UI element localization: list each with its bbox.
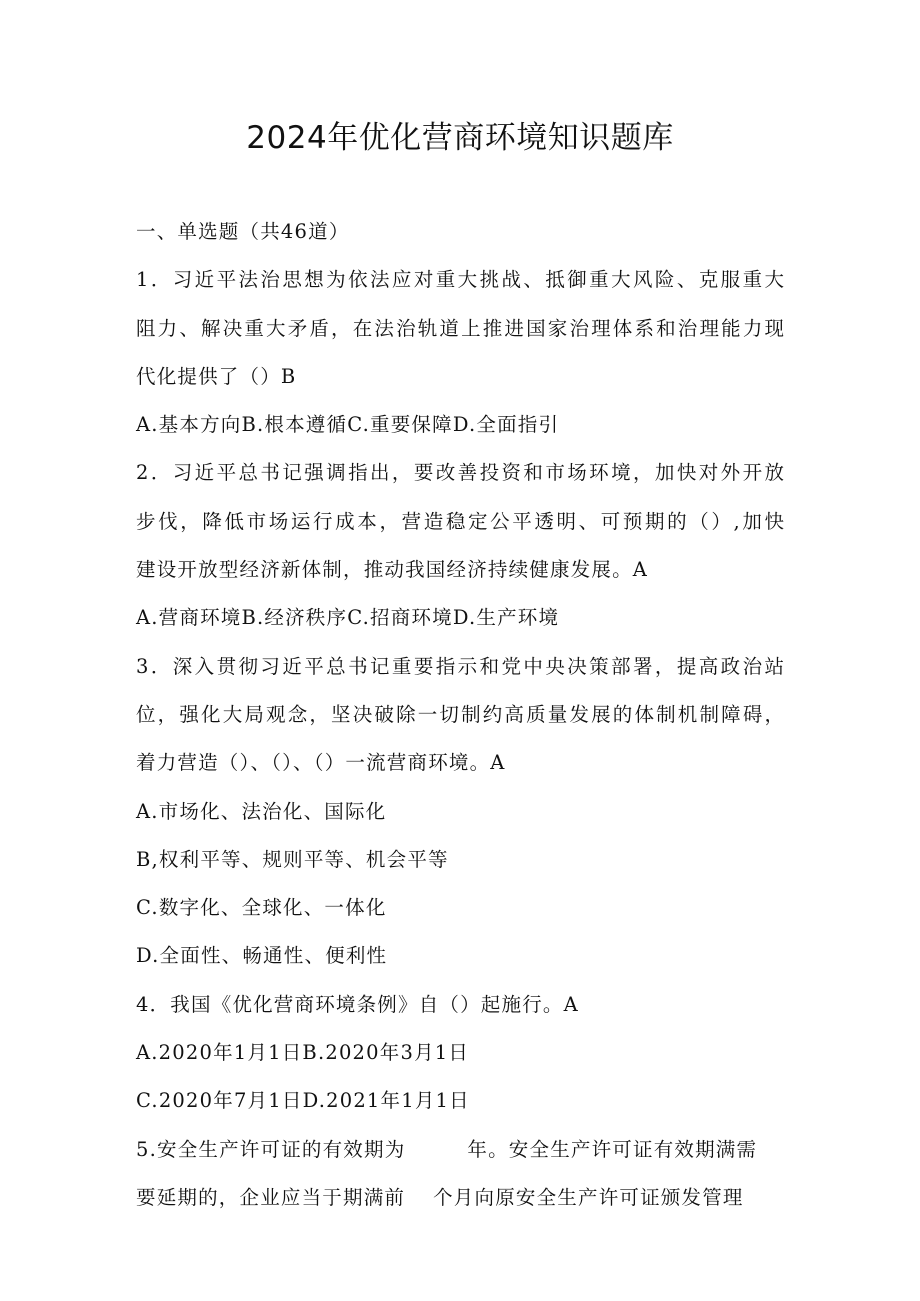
q2-text-line-2: 步伐，降低市场运行成本，营造稳定公平透明、可预期的（）,加快 bbox=[136, 509, 784, 533]
q3-option-d: D.全面性、畅通性、便利性 bbox=[136, 944, 388, 968]
q5-text-line-2 bbox=[136, 1174, 784, 1222]
section-heading: 一、单选题（共46道） bbox=[136, 220, 350, 243]
q2-text-line-1: 2．习近平总书记强调指出，要改善投资和市场环境，加快对外开放 bbox=[136, 461, 784, 485]
q4-options-ab: A.2020年1月1日B.2020年3月1日 bbox=[136, 1041, 470, 1065]
q1-text-line-3: 代化提供了（）B bbox=[136, 364, 297, 388]
q3-option-c: C.数字化、全球化、一体化 bbox=[136, 896, 387, 920]
q2-options: A.营商环境B.经济秩序C.招商环境D.生产环境 bbox=[136, 606, 560, 630]
q4-options-cd: C.2020年7月1日D.2021年1月1日 bbox=[136, 1089, 470, 1113]
q5-line-1-part-a: 5.安全生产许可证的有效期为 bbox=[136, 1137, 406, 1161]
q3-option-b: B,权利平等、规则平等、机会平等 bbox=[136, 847, 449, 871]
q5-line-1-part-b: 年。安全生产许可证有效期满需 bbox=[467, 1137, 758, 1161]
question-list bbox=[136, 208, 784, 1222]
document-title: 2024年优化营商环境知识题库 bbox=[246, 120, 674, 156]
q1-text-line-1: 1．习近平法治思想为依法应对重大挑战、抵御重大风险、克服重大 bbox=[136, 268, 784, 292]
q3-text-line-1: 3．深入贯彻习近平总书记重要指示和党中央决策部署，提高政治站 bbox=[136, 654, 784, 678]
q3-text-line-3: 着力营造（）、（）、（）一流营商环境。A bbox=[136, 751, 506, 775]
q1-options: A.基本方向B.根本遵循C.重要保障D.全面指引 bbox=[136, 413, 560, 437]
q5-text-line-1 bbox=[136, 1126, 784, 1174]
q3-text-line-2: 位，强化大局观念，坚决破除一切制约高质量发展的体制机制障碍， bbox=[136, 702, 784, 726]
q4-text-line-1: 4．我国《优化营商环境条例》自（）起施行。A bbox=[136, 992, 579, 1016]
q5-line-2-part-a: 要延期的，企业应当于期满前 bbox=[136, 1185, 406, 1209]
q5-line-2-part-b: 个月向原安全生产许可证颁发管理 bbox=[433, 1185, 744, 1209]
q2-text-line-3: 建设开放型经济新体制，推动我国经济持续健康发展。A bbox=[136, 558, 649, 582]
q3-option-a: A.市场化、法治化、国际化 bbox=[136, 799, 387, 823]
q1-text-line-2: 阻力、解决重大矛盾，在法治轨道上推进国家治理体系和治理能力现 bbox=[136, 316, 784, 340]
